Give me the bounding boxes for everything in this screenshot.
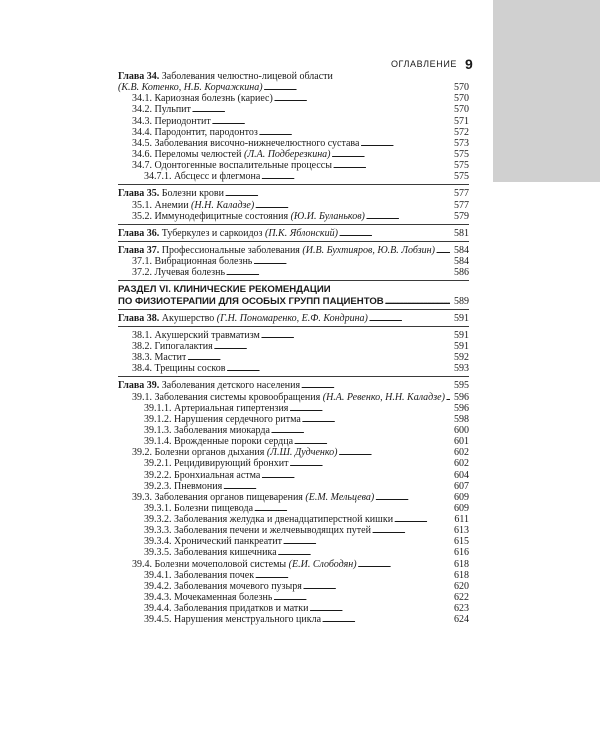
dot-leader bbox=[278, 547, 450, 558]
dot-leader bbox=[225, 188, 450, 199]
chapter-34-block bbox=[118, 71, 469, 182]
dot-leader bbox=[303, 581, 450, 592]
chapter-38-block bbox=[118, 313, 469, 375]
chapter-37-page: 584 bbox=[454, 244, 469, 256]
toc-entry-34-7[interactable] bbox=[118, 160, 469, 171]
toc-entry-39-18[interactable] bbox=[118, 581, 469, 592]
chapter-34-title: Заболевания челюстно-лицевой области bbox=[161, 71, 333, 82]
dot-leader bbox=[223, 481, 450, 492]
dot-leader bbox=[271, 425, 450, 436]
dot-leader bbox=[339, 228, 450, 239]
dot-leader bbox=[259, 127, 450, 138]
entry-title: 39.2. Болезни органов дыхания bbox=[132, 447, 265, 459]
toc-entry-39-8[interactable] bbox=[118, 470, 469, 481]
chapter-35-heading-text bbox=[118, 188, 224, 199]
chapter-38-title: Акушерство bbox=[161, 312, 215, 324]
chapter-39-heading-text bbox=[118, 380, 300, 391]
entry-page: 609 bbox=[454, 502, 469, 514]
toc-entry-39-2[interactable] bbox=[118, 403, 469, 414]
chapter-divider bbox=[118, 184, 469, 185]
entry-title: 39.2.2. Бронхиальная астма bbox=[144, 469, 261, 481]
entry-page: 592 bbox=[454, 352, 469, 364]
dot-leader bbox=[366, 211, 450, 222]
chapter-38-heading[interactable] bbox=[118, 313, 469, 324]
toc-entry-39-1[interactable] bbox=[118, 392, 469, 403]
chapter-divider bbox=[118, 241, 469, 242]
chapter-37-heading-text bbox=[118, 245, 435, 256]
entry-title-with-author bbox=[132, 447, 338, 458]
entry-title: 34.5. Заболевания височно-нижнечелюстного сустава bbox=[132, 137, 360, 149]
chapter-37-title: Профессиональные заболевания bbox=[161, 244, 300, 256]
entry-title: 39.4.5. Нарушения менструального цикла bbox=[144, 614, 322, 626]
dot-leader bbox=[360, 138, 450, 149]
dot-leader bbox=[261, 330, 450, 341]
entry-page: 600 bbox=[454, 424, 469, 436]
dot-leader bbox=[309, 603, 450, 614]
chapter-36-heading-text bbox=[118, 228, 338, 239]
toc-entry-34-3[interactable] bbox=[118, 116, 469, 127]
dot-leader bbox=[187, 352, 450, 363]
entry-title: 39.3.3. Заболевания печени и желчевыводящих путей bbox=[144, 525, 371, 537]
chapter-39-heading[interactable] bbox=[118, 380, 469, 391]
entry-title: 39.3.5. Заболевания кишечника bbox=[144, 547, 277, 559]
toc-entry-37-2[interactable] bbox=[118, 267, 469, 278]
dot-leader bbox=[339, 447, 450, 458]
entry-page: 573 bbox=[454, 137, 469, 149]
toc-entry-39-5[interactable] bbox=[118, 436, 469, 447]
section-thumb-tab bbox=[493, 0, 600, 182]
entry-page: 571 bbox=[454, 115, 469, 127]
toc-entry-39-19[interactable] bbox=[118, 592, 469, 603]
entry-page: 570 bbox=[454, 104, 469, 116]
dot-leader bbox=[394, 514, 450, 525]
entry-title: 39.3.2. Заболевания желудка и двенадцатиперстной кишки bbox=[144, 514, 394, 526]
entry-page: 601 bbox=[454, 436, 469, 448]
entry-title: 39.3. Заболевания органов пищеварения bbox=[132, 491, 303, 503]
entry-title: 39.3.1. Болезни пищевода bbox=[144, 502, 254, 514]
entry-author: (Л.А. Подберезкина) bbox=[243, 148, 331, 160]
dot-leader bbox=[289, 403, 450, 414]
chapter-39-entries bbox=[118, 392, 469, 626]
dot-leader bbox=[294, 436, 450, 447]
chapter-37-label: Глава 37. bbox=[118, 244, 160, 256]
chapter-divider bbox=[118, 376, 469, 377]
dot-leader bbox=[333, 160, 450, 171]
entry-title: 39.4.2. Заболевания мочевого пузыря bbox=[144, 580, 302, 592]
dot-leader bbox=[302, 414, 450, 425]
dot-leader bbox=[446, 392, 450, 403]
entry-title: 39.4.4. Заболевания придатков и матки bbox=[144, 603, 309, 615]
entry-title: 39.1.3. Заболевания миокарда bbox=[144, 424, 270, 436]
chapter-36-authors: (П.К. Яблонский) bbox=[265, 227, 338, 239]
dot-leader bbox=[372, 525, 450, 536]
dot-leader bbox=[192, 104, 450, 115]
entry-page: 596 bbox=[454, 391, 469, 403]
entry-page: 616 bbox=[454, 547, 469, 559]
entry-title: 39.2.3. Пневмония bbox=[144, 480, 223, 492]
entry-title: 38.2. Гипогалактия bbox=[132, 340, 213, 352]
entry-title: 35.1. Анемии bbox=[132, 199, 189, 211]
entry-page: 613 bbox=[454, 525, 469, 537]
entry-title: 39.1.4. Врожденные пороки сердца bbox=[144, 436, 294, 448]
chapter-39-block bbox=[118, 380, 469, 625]
entry-title: 39.1.2. Нарушения сердечного ритма bbox=[144, 413, 301, 425]
toc-entry-38-2[interactable] bbox=[118, 341, 469, 352]
entry-page: 577 bbox=[454, 199, 469, 211]
entry-title: 34.3. Периодонтит bbox=[132, 115, 211, 127]
toc-entry-38-3[interactable] bbox=[118, 352, 469, 363]
entry-title: 39.1. Заболевания системы кровообращения bbox=[132, 391, 321, 403]
entry-title: 39.4.1. Заболевания почек bbox=[144, 569, 255, 581]
entry-page: 591 bbox=[454, 329, 469, 341]
dot-leader bbox=[290, 458, 451, 469]
toc-entry-39-9[interactable] bbox=[118, 481, 469, 492]
chapter-divider bbox=[118, 224, 469, 225]
entry-title-with-author bbox=[132, 200, 254, 211]
running-head-title: ОГЛАВЛЕНИЕ bbox=[390, 59, 457, 69]
toc-entry-38-1[interactable] bbox=[118, 330, 469, 341]
dot-leader bbox=[322, 614, 450, 625]
part-6-page: 589 bbox=[454, 295, 469, 307]
entry-title: 39.1.1. Артериальная гипертензия bbox=[144, 402, 289, 414]
toc-entry-34-2[interactable] bbox=[118, 104, 469, 115]
toc-entry-35-2[interactable] bbox=[118, 211, 469, 222]
toc-entry-39-4[interactable] bbox=[118, 425, 469, 436]
chapter-35-heading[interactable] bbox=[118, 188, 469, 199]
toc-entry-39-12[interactable] bbox=[118, 514, 469, 525]
toc-entry-34-6[interactable] bbox=[118, 149, 469, 160]
chapter-34-label: Глава 34. bbox=[118, 71, 160, 82]
chapter-36-label: Глава 36. bbox=[118, 227, 160, 239]
chapter-34-authors-line[interactable] bbox=[118, 82, 469, 93]
entry-page: 618 bbox=[454, 569, 469, 581]
entry-title: 38.3. Мастит bbox=[132, 352, 187, 364]
entry-title-with-author bbox=[132, 149, 331, 160]
entry-author: (Н.А. Ревенко, Н.Н. Каладзе) bbox=[322, 391, 445, 403]
dot-leader bbox=[301, 380, 450, 391]
toc-entry-34-1[interactable] bbox=[118, 93, 469, 104]
entry-page: 575 bbox=[454, 148, 469, 160]
part-6-title-line-2: ПО ФИЗИОТЕРАПИИ ДЛЯ ОСОБЫХ ГРУПП ПАЦИЕНТОВ bbox=[118, 295, 384, 307]
dot-leader bbox=[264, 82, 450, 93]
toc-entry-39-17[interactable] bbox=[118, 570, 469, 581]
dot-leader bbox=[253, 256, 450, 267]
chapter-38-label: Глава 38. bbox=[118, 312, 160, 324]
entry-page: 609 bbox=[454, 491, 469, 503]
entry-title: 34.4. Пародонтит, пародонтоз bbox=[132, 126, 258, 138]
entry-title: 37.2. Лучевая болезнь bbox=[132, 267, 225, 279]
toc-entry-39-3[interactable] bbox=[118, 414, 469, 425]
entry-page: 575 bbox=[454, 160, 469, 172]
entry-page: 623 bbox=[454, 603, 469, 615]
entry-author: (Л.Ш. Дудченко) bbox=[266, 447, 338, 459]
chapter-34-authors: (К.В. Котенко, Н.Б. Корчажкина) bbox=[118, 82, 263, 94]
toc-entry-39-14[interactable] bbox=[118, 536, 469, 547]
entry-title: 34.2. Пульпит bbox=[132, 104, 191, 116]
entry-page: 622 bbox=[454, 592, 469, 604]
chapter-37-authors: (И.В. Бухтияров, Ю.В. Лобзин) bbox=[302, 244, 435, 256]
entry-page: 591 bbox=[454, 340, 469, 352]
chapter-36-title: Туберкулез и саркоидоз bbox=[161, 227, 263, 239]
chapter-35-page: 577 bbox=[454, 188, 469, 200]
toc-entry-38-4[interactable] bbox=[118, 363, 469, 374]
dot-leader bbox=[273, 592, 450, 603]
entry-page: 602 bbox=[454, 458, 469, 470]
entry-title-with-author bbox=[132, 392, 445, 403]
chapter-37-block bbox=[118, 245, 469, 278]
toc-entry-39-16[interactable] bbox=[118, 559, 469, 570]
entry-page: 572 bbox=[454, 126, 469, 138]
dot-leader bbox=[212, 116, 450, 127]
toc-entry-39-21[interactable] bbox=[118, 614, 469, 625]
chapter-divider bbox=[118, 326, 469, 327]
part-6-title-line-1: РАЗДЕЛ VI. КЛИНИЧЕСКИЕ РЕКОМЕНДАЦИИ bbox=[118, 284, 331, 296]
toc-entry-39-13[interactable] bbox=[118, 525, 469, 536]
chapter-divider bbox=[118, 280, 469, 281]
entry-page: 586 bbox=[454, 267, 469, 279]
toc-entry-39-7[interactable] bbox=[118, 458, 469, 469]
toc-entry-34-5[interactable] bbox=[118, 138, 469, 149]
chapter-39-label: Глава 39. bbox=[118, 380, 160, 392]
dot-leader bbox=[255, 570, 450, 581]
dot-leader bbox=[375, 492, 450, 503]
dot-leader bbox=[385, 296, 450, 307]
chapter-36-heading[interactable] bbox=[118, 228, 469, 239]
part-6-block bbox=[118, 284, 469, 306]
entry-author: (Н.Н. Каладзе) bbox=[191, 199, 255, 211]
chapter-36-page: 581 bbox=[454, 227, 469, 239]
entry-title: 39.4.3. Мочекаменная болезнь bbox=[144, 592, 273, 604]
dot-leader bbox=[369, 313, 450, 324]
entry-page: 570 bbox=[454, 93, 469, 105]
entry-title: 34.1. Кариозная болезнь (кариес) bbox=[132, 93, 273, 105]
part-6-heading[interactable] bbox=[118, 296, 469, 307]
entry-page: 618 bbox=[454, 558, 469, 570]
entry-title: 39.2.1. Рецидивирующий бронхит bbox=[144, 458, 289, 470]
entry-title: 39.4. Болезни мочеполовой системы bbox=[132, 558, 287, 570]
entry-page: 602 bbox=[454, 447, 469, 459]
dot-leader bbox=[214, 341, 450, 352]
entry-title: 34.6. Переломы челюстей bbox=[132, 148, 242, 160]
entry-page: 584 bbox=[454, 256, 469, 268]
dot-leader bbox=[274, 93, 450, 104]
toc-entry-34-7-1[interactable] bbox=[118, 171, 469, 182]
entry-author: (Ю.И. Буланьков) bbox=[290, 210, 365, 222]
toc-entry-37-1[interactable] bbox=[118, 256, 469, 267]
chapter-35-block bbox=[118, 188, 469, 221]
chapter-divider bbox=[118, 309, 469, 310]
toc-entry-34-4[interactable] bbox=[118, 127, 469, 138]
entry-title: 39.3.4. Хронический панкреатит bbox=[144, 536, 282, 548]
chapter-34-page: 570 bbox=[454, 82, 469, 94]
entry-page: 593 bbox=[454, 363, 469, 375]
dot-leader bbox=[261, 470, 450, 481]
toc-entry-39-11[interactable] bbox=[118, 503, 469, 514]
entry-title: 38.1. Акушерский травматизм bbox=[132, 329, 260, 341]
dot-leader bbox=[436, 245, 450, 256]
chapter-34-title-line bbox=[118, 71, 469, 82]
toc-entry-39-20[interactable] bbox=[118, 603, 469, 614]
dot-leader bbox=[255, 200, 450, 211]
chapter-35-title: Болезни крови bbox=[161, 188, 224, 200]
toc-entry-39-6[interactable] bbox=[118, 447, 469, 458]
chapter-38-authors: (Г.Н. Пономаренко, Е.Ф. Кондрина) bbox=[216, 312, 368, 324]
dot-leader bbox=[283, 536, 450, 547]
dot-leader bbox=[358, 559, 450, 570]
dot-leader bbox=[227, 363, 451, 374]
toc-entry-39-10[interactable] bbox=[118, 492, 469, 503]
chapter-39-page: 595 bbox=[454, 380, 469, 392]
entry-title-with-author bbox=[132, 211, 365, 222]
table-of-contents bbox=[118, 71, 469, 625]
entry-page: 598 bbox=[454, 413, 469, 425]
entry-title-with-author bbox=[132, 492, 374, 503]
entry-page: 611 bbox=[454, 514, 469, 526]
entry-page: 624 bbox=[454, 614, 469, 626]
chapter-36-block bbox=[118, 228, 469, 239]
entry-page: 607 bbox=[454, 480, 469, 492]
entry-page: 604 bbox=[454, 469, 469, 481]
entry-page: 615 bbox=[454, 536, 469, 548]
toc-entry-35-1[interactable] bbox=[118, 200, 469, 211]
entry-title-with-author bbox=[132, 559, 357, 570]
entry-page: 579 bbox=[454, 210, 469, 222]
dot-leader bbox=[261, 171, 450, 182]
entry-title: 34.7.1. Абсцесс и флегмона bbox=[144, 171, 261, 183]
entry-author: (Е.М. Мельцева) bbox=[305, 491, 375, 503]
dot-leader bbox=[226, 267, 450, 278]
entry-title: 38.4. Трещины сосков bbox=[132, 363, 226, 375]
toc-entry-39-15[interactable] bbox=[118, 547, 469, 558]
entry-title: 34.7. Одонтогенные воспалительные процессы bbox=[132, 160, 332, 172]
entry-page: 620 bbox=[454, 580, 469, 592]
dot-leader bbox=[332, 149, 451, 160]
entry-page: 575 bbox=[454, 171, 469, 183]
entry-title: 37.1. Вибрационная болезнь bbox=[132, 256, 253, 268]
chapter-38-page: 591 bbox=[454, 312, 469, 324]
chapter-37-heading[interactable] bbox=[118, 245, 469, 256]
entry-author: (Е.И. Слободян) bbox=[288, 558, 357, 570]
dot-leader bbox=[254, 503, 450, 514]
entry-title: 35.2. Иммунодефицитные состояния bbox=[132, 210, 289, 222]
chapter-39-title: Заболевания детского населения bbox=[161, 380, 301, 392]
entry-page: 596 bbox=[454, 402, 469, 414]
page-number: 9 bbox=[465, 56, 473, 72]
chapter-35-label: Глава 35. bbox=[118, 188, 160, 200]
chapter-38-heading-text bbox=[118, 313, 368, 324]
